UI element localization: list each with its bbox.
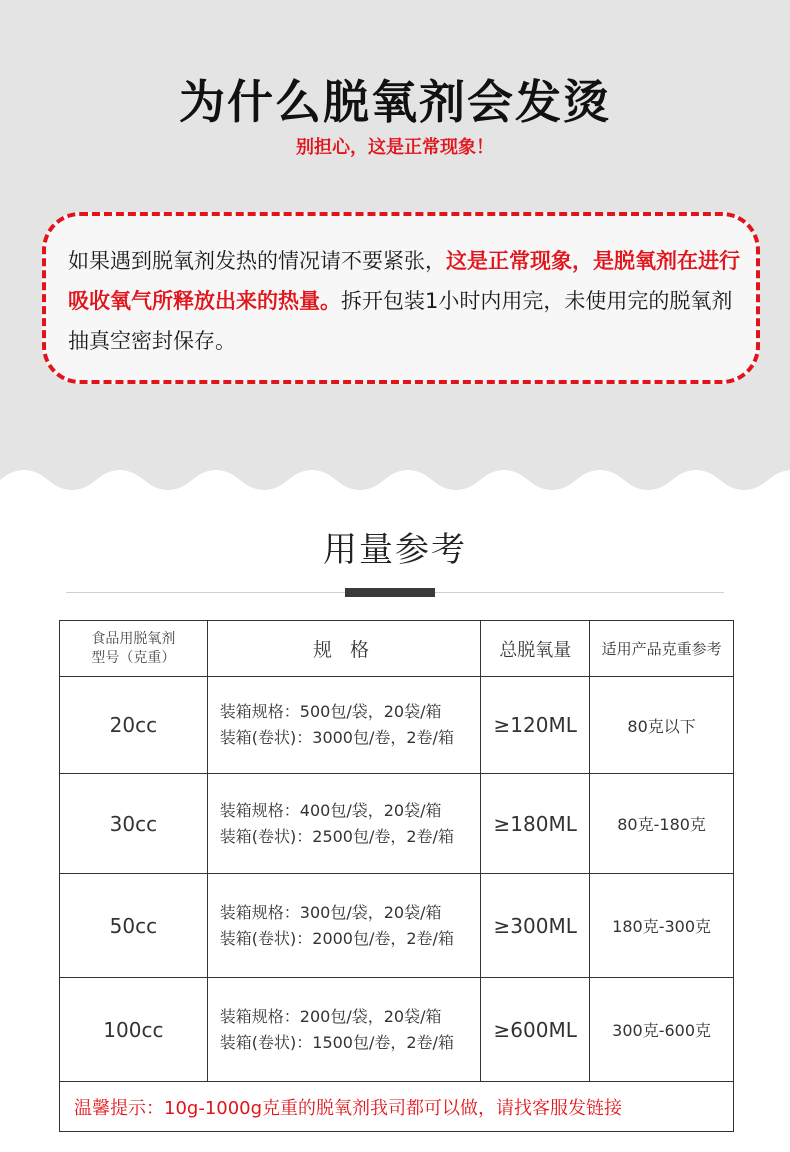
row-packing (207, 874, 480, 978)
table-header-row (60, 621, 734, 677)
wave-divider (0, 440, 790, 510)
row-reference: 80克-180克 (590, 774, 734, 874)
header-model (60, 621, 208, 677)
notice-text-instructions: 拆开包装1小时内用完，未使用完的脱氧剂抽真空密封保存。 (68, 289, 733, 353)
row-model: 20cc (60, 677, 208, 774)
notice-text (68, 241, 748, 361)
row-model: 30cc (60, 774, 208, 874)
row-packing-bag: 装箱规格：200包/袋，20袋/箱 (219, 1006, 442, 1026)
row-packing-roll: 装箱(卷状)：3000包/卷，2卷/箱 (219, 728, 454, 747)
row-reference: 80克以下 (590, 677, 734, 774)
dosage-table (59, 620, 734, 1132)
table-row (60, 774, 734, 874)
tip-text: 温馨提示：10g-1000g克重的脱氧剂我司都可以做，请找客服发链接 (60, 1082, 734, 1132)
notice-text-normal: 如果遇到脱氧剂发热的情况请不要紧张， (68, 249, 446, 273)
row-reference: 300克-600克 (590, 978, 734, 1082)
page-subtitle: 别担心，这是正常现象！ (296, 137, 494, 158)
header-model-line2: 型号（克重） (91, 649, 176, 666)
row-packing-roll: 装箱(卷状)：2000包/卷，2卷/箱 (219, 928, 454, 948)
row-packing-roll: 装箱(卷状)：1500包/卷，2卷/箱 (219, 1032, 454, 1052)
title-underline-bar (345, 588, 435, 597)
table-row (60, 677, 734, 774)
row-capacity: ≥600ML (481, 978, 590, 1082)
row-model: 100cc (60, 978, 208, 1082)
row-capacity: ≥120ML (481, 677, 590, 774)
table-row (60, 874, 734, 978)
tip-row (60, 1082, 734, 1132)
row-model: 50cc (60, 874, 208, 978)
table-row (60, 978, 734, 1082)
header-spec: 规 格 (207, 621, 480, 677)
row-capacity: ≥300ML (481, 874, 590, 978)
row-packing (207, 978, 480, 1082)
header-reference: 适用产品克重参考 (590, 621, 734, 677)
row-reference: 180克-300克 (590, 874, 734, 978)
dosage-section-title: 用量参考 (323, 530, 467, 570)
row-packing (207, 677, 480, 774)
row-packing-roll: 装箱(卷状)：2500包/卷，2卷/箱 (219, 826, 454, 846)
page-title: 为什么脱氧剂会发烫 (179, 75, 611, 129)
header-capacity: 总脱氧量 (481, 621, 590, 677)
row-packing-bag: 装箱规格：400包/袋，20袋/箱 (219, 800, 442, 820)
row-packing-bag: 装箱规格：500包/袋，20袋/箱 (219, 702, 442, 721)
row-packing (207, 774, 480, 874)
header-model-line1: 食品用脱氧剂 (91, 630, 176, 647)
row-packing-bag: 装箱规格：300包/袋，20袋/箱 (219, 902, 442, 922)
notice-text-highlight: 这是正常现象，是脱氧剂在进行吸收氧气所释放出来的热量。 (68, 249, 740, 313)
row-capacity: ≥180ML (481, 774, 590, 874)
